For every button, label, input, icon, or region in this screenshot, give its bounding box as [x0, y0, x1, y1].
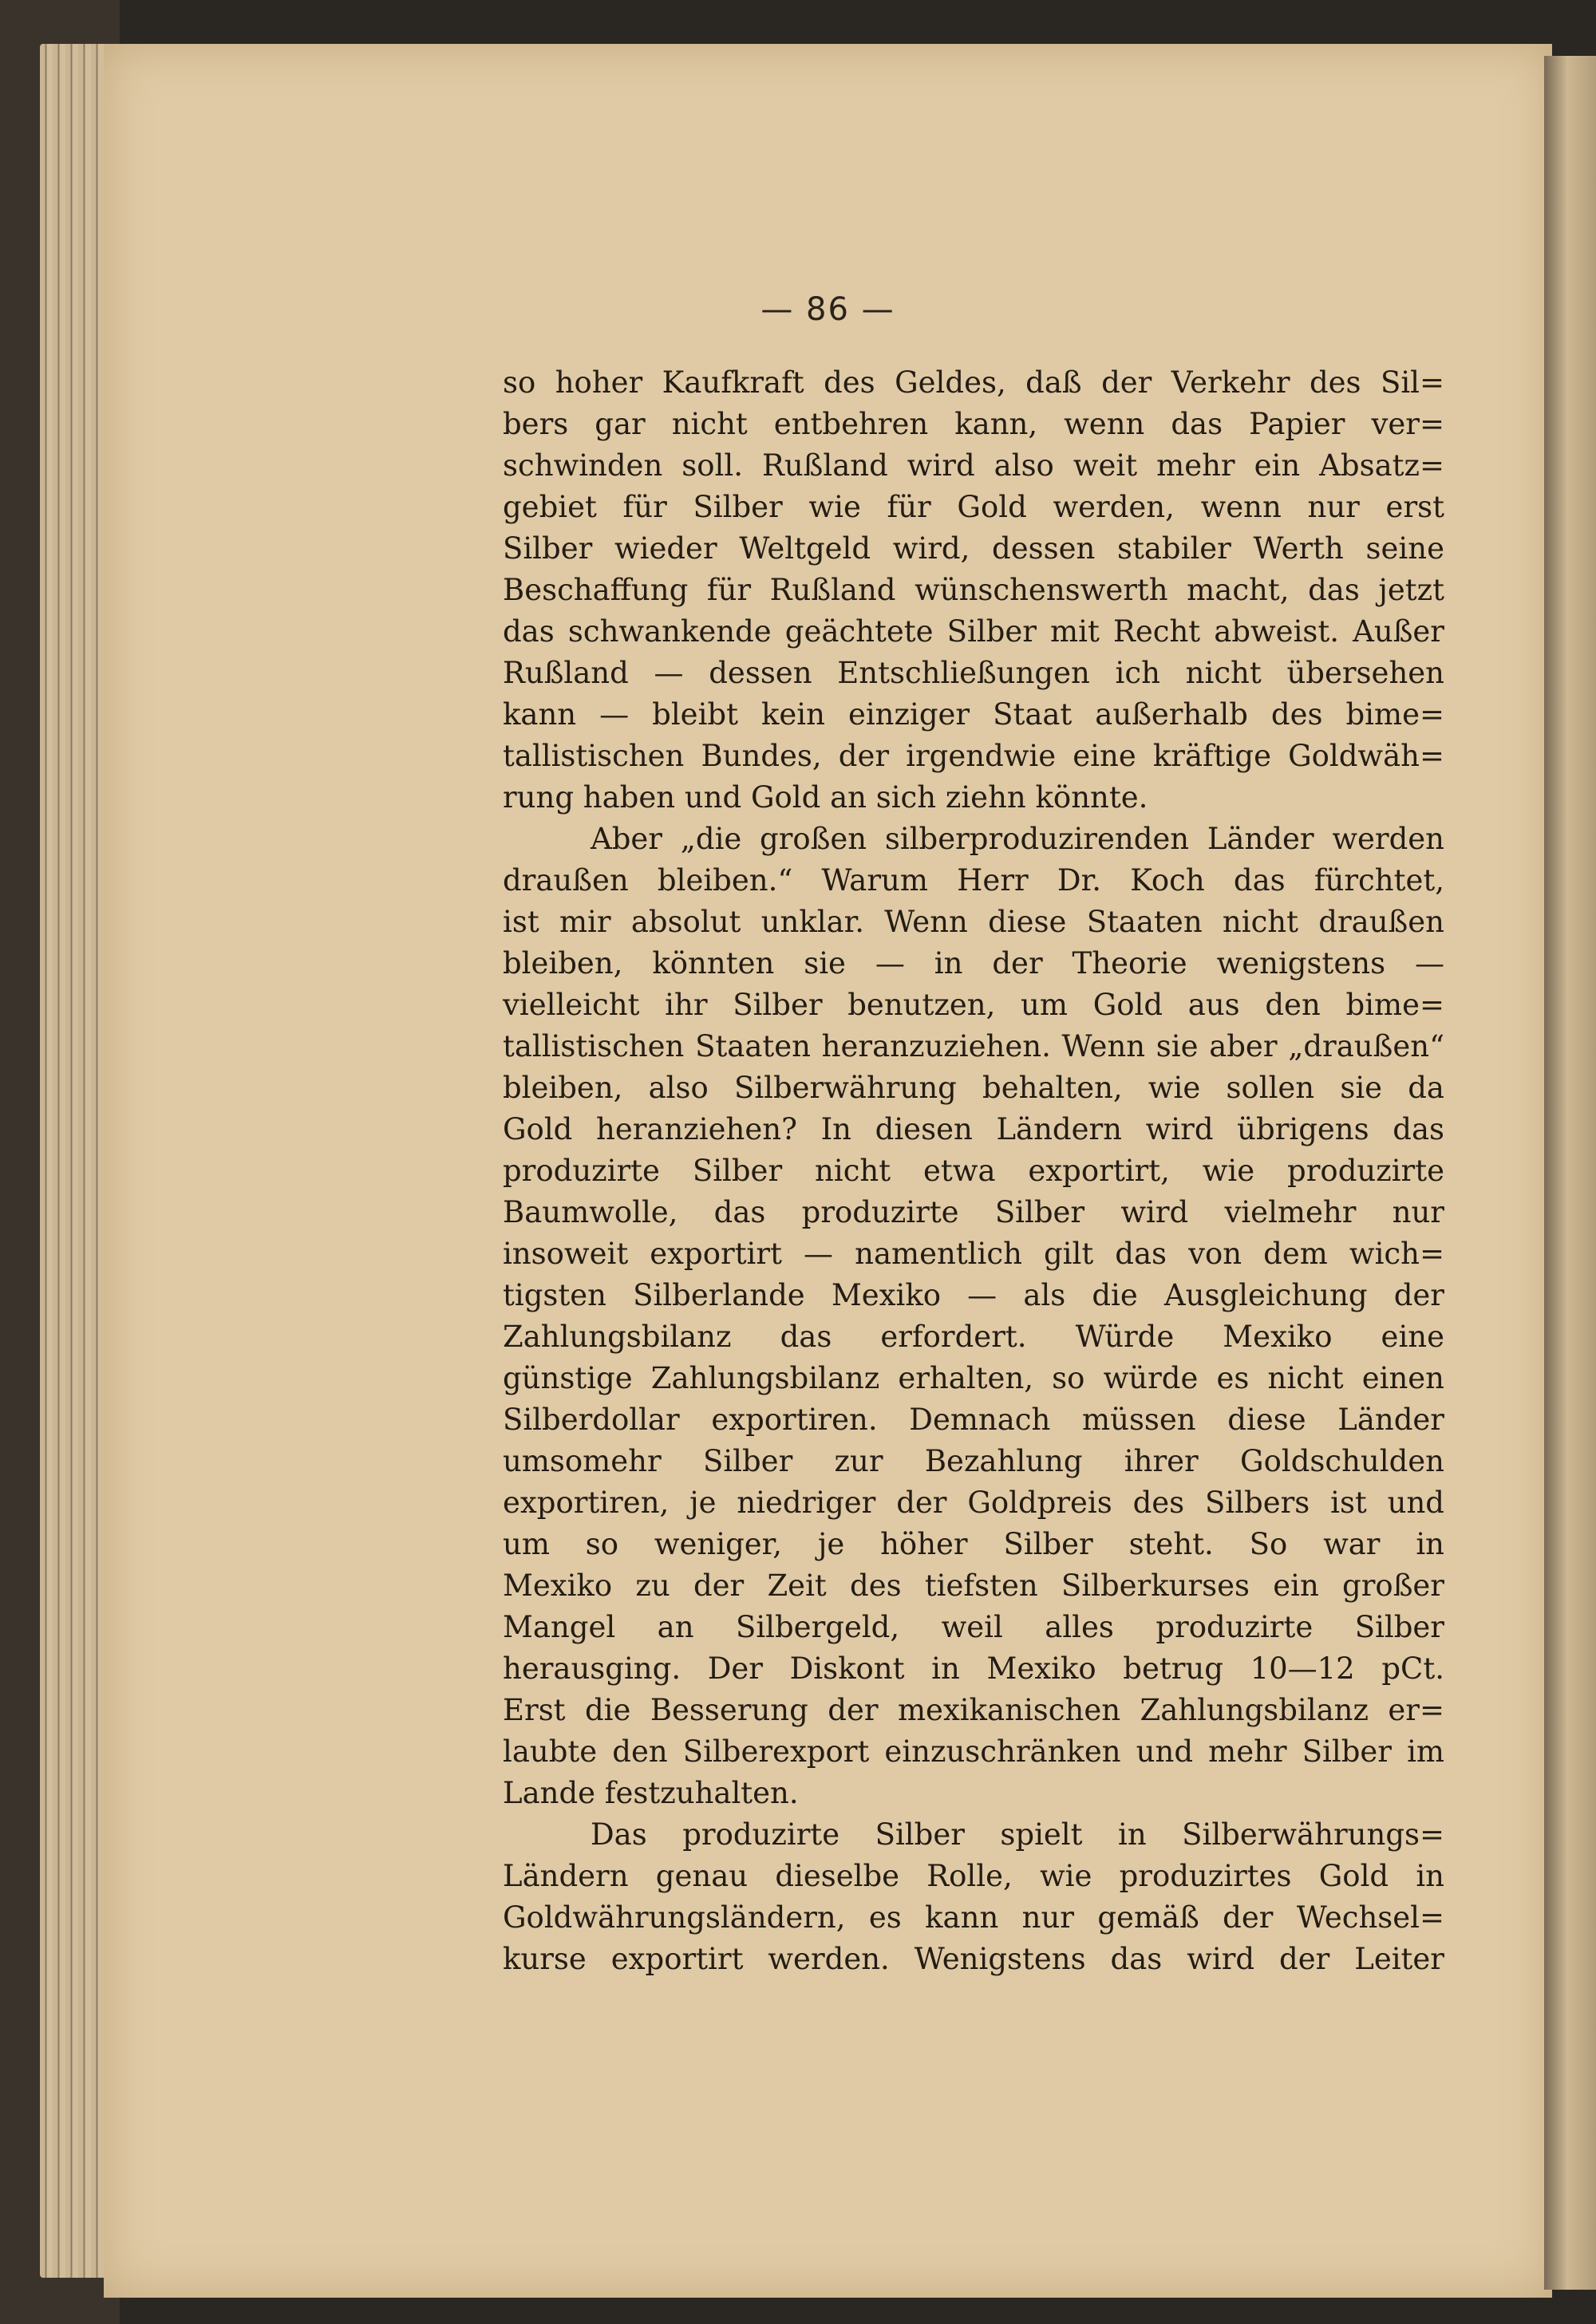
text-line: laubte den Silberexport einzuschränken und mehr Silber im: [503, 1734, 1444, 1769]
text-line: Aber „die großen silberproduzirenden Länder werden: [591, 822, 1444, 856]
text-line: Beschaffung für Rußland wünschenswerth macht, das jetzt: [503, 573, 1444, 607]
text-line: Gold heranziehen? In diesen Ländern wird übrigens das: [503, 1112, 1444, 1146]
text-line: Erst die Besserung der mexikanischen Zahlungsbilanz er=: [503, 1693, 1444, 1727]
text-line: umsomehr Silber zur Bezahlung ihrer Goldschulden: [503, 1444, 1444, 1478]
page-number: — 86 —: [760, 291, 895, 328]
text-line: Silber wieder Weltgeld wird, dessen stabiler Werth seine: [503, 531, 1444, 566]
text-line: vielleicht ihr Silber benutzen, um Gold aus den bime=: [503, 988, 1444, 1022]
text-line: gebiet für Silber wie für Gold werden, wenn nur erst: [503, 490, 1444, 524]
text-line: bleiben, könnten sie — in der Theorie wenigstens —: [503, 946, 1444, 980]
text-line: ist mir absolut unklar. Wenn diese Staaten nicht draußen: [503, 905, 1444, 939]
text-line: bers gar nicht entbehren kann, wenn das Papier ver=: [503, 407, 1444, 441]
text-line: Goldwährungsländern, es kann nur gemäß der Wechsel=: [503, 1900, 1444, 1935]
text-line: draußen bleiben.“ Warum Herr Dr. Koch das fürchtet,: [503, 863, 1444, 898]
text-line: kann — bleibt kein einziger Staat außerhalb des bime=: [503, 697, 1444, 732]
text-line: günstige Zahlungsbilanz erhalten, so würde es nicht einen: [503, 1361, 1444, 1395]
text-line: um so weniger, je höher Silber steht. So war in: [503, 1527, 1444, 1561]
text-line: Silberdollar exportiren. Demnach müssen diese Länder: [503, 1403, 1444, 1437]
text-line: so hoher Kaufkraft des Geldes, daß der Verkehr des Sil=: [503, 365, 1444, 400]
text-line: tigsten Silberlande Mexiko — als die Ausgleichung der: [503, 1278, 1444, 1312]
page-gutter: [1544, 56, 1596, 2290]
text-line: Baumwolle, das produzirte Silber wird vielmehr nur: [503, 1195, 1444, 1229]
text-line: das schwankende geächtete Silber mit Recht abweist. Außer: [503, 614, 1444, 649]
book-page: [104, 44, 1552, 2298]
text-line: insoweit exportirt — namentlich gilt das von dem wich=: [503, 1237, 1444, 1271]
text-line: kurse exportirt werden. Wenigstens das wird der Leiter: [503, 1942, 1444, 1976]
text-line: schwinden soll. Rußland wird also weit mehr ein Absatz=: [503, 448, 1444, 483]
text-line: rung haben und Gold an sich ziehn könnte.: [503, 780, 1148, 815]
text-line: produzirte Silber nicht etwa exportirt, wie produzirte: [503, 1154, 1444, 1188]
text-line: Zahlungsbilanz das erfordert. Würde Mexiko eine: [503, 1320, 1444, 1354]
text-line: Mexiko zu der Zeit des tiefsten Silberkurses ein großer: [503, 1568, 1444, 1603]
text-body: [503, 363, 1444, 1975]
text-line: Das produzirte Silber spielt in Silberwährungs=: [591, 1817, 1444, 1852]
text-line: bleiben, also Silberwährung behalten, wie sollen sie da: [503, 1071, 1444, 1105]
text-line: Rußland — dessen Entschließungen ich nicht übersehen: [503, 656, 1444, 690]
text-line: Mangel an Silbergeld, weil alles produzirte Silber: [503, 1610, 1444, 1644]
text-line: exportiren, je niedriger der Goldpreis des Silbers ist und: [503, 1486, 1444, 1520]
text-line: Ländern genau dieselbe Rolle, wie produzirtes Gold in: [503, 1859, 1444, 1893]
text-line: tallistischen Bundes, der irgendwie eine kräftige Goldwäh=: [503, 739, 1444, 773]
text-line: Lande festzuhalten.: [503, 1776, 799, 1810]
text-line: tallistischen Staaten heranzuziehen. Wenn sie aber „draußen“: [503, 1029, 1444, 1063]
text-line: herausging. Der Diskont in Mexiko betrug 10—12 pCt.: [503, 1651, 1444, 1686]
